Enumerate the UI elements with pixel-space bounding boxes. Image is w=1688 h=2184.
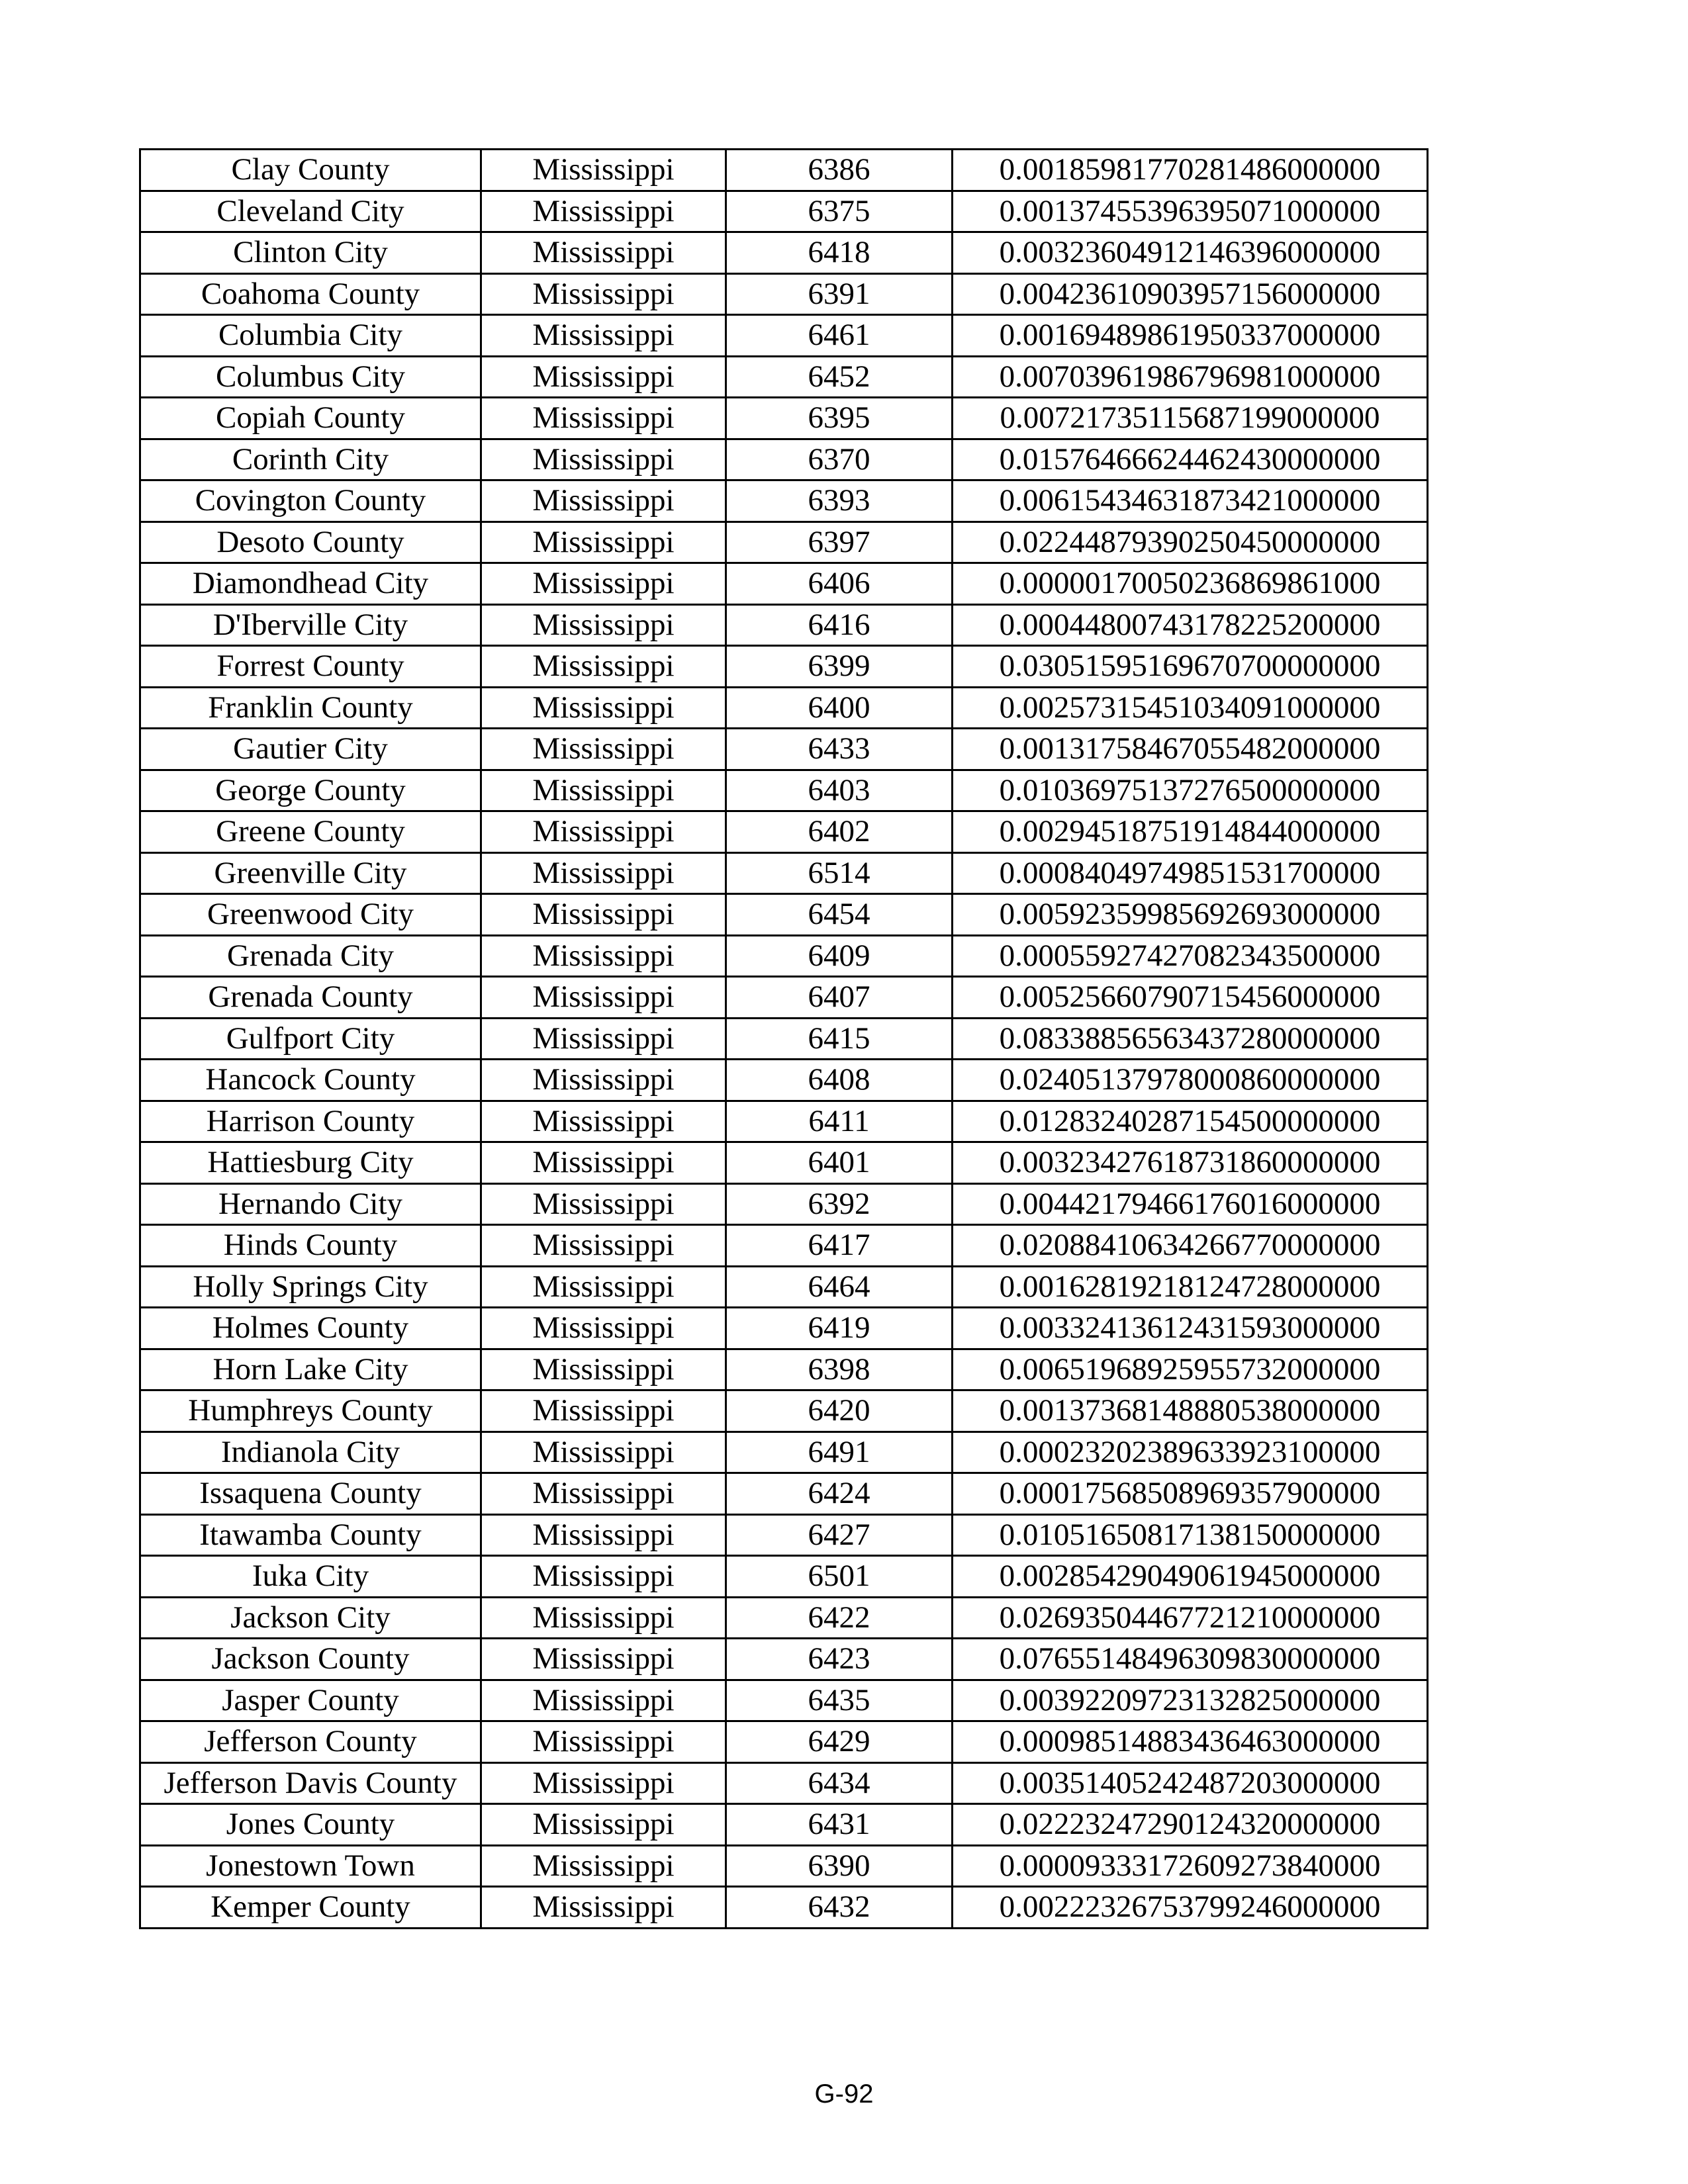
- table-row: [140, 646, 1428, 688]
- jurisdiction-cell: Humphreys County: [140, 1390, 481, 1432]
- table-row: [140, 1887, 1428, 1929]
- state-cell: Mississippi: [481, 1680, 726, 1721]
- state-cell: Mississippi: [481, 1432, 726, 1473]
- jurisdiction-cell: Clinton City: [140, 232, 481, 274]
- jurisdiction-cell: Grenada County: [140, 977, 481, 1019]
- percentage-cell: 0.00023202389633923100000: [953, 1432, 1428, 1473]
- state-cell: Mississippi: [481, 315, 726, 357]
- state-cell: Mississippi: [481, 1721, 726, 1763]
- id-cell: 6419: [726, 1308, 953, 1349]
- percentage-cell: 0.00257315451034091000000: [953, 687, 1428, 729]
- percentage-cell: 0.03051595169670700000000: [953, 646, 1428, 688]
- jurisdiction-cell: Horn Lake City: [140, 1349, 481, 1390]
- table-row: [140, 1349, 1428, 1390]
- table-row: [140, 1639, 1428, 1680]
- jurisdiction-cell: Jackson County: [140, 1639, 481, 1680]
- state-cell: Mississippi: [481, 770, 726, 811]
- state-cell: Mississippi: [481, 1018, 726, 1060]
- percentage-cell: 0.01576466624462430000000: [953, 439, 1428, 480]
- table-row: [140, 1473, 1428, 1515]
- percentage-cell: 0.00721735115687199000000: [953, 398, 1428, 439]
- jurisdiction-cell: Jones County: [140, 1804, 481, 1846]
- id-cell: 6514: [726, 852, 953, 894]
- percentage-cell: 0.00137455396395071000000: [953, 191, 1428, 232]
- jurisdiction-cell: Cleveland City: [140, 191, 481, 232]
- table-row: [140, 150, 1428, 191]
- state-cell: Mississippi: [481, 1639, 726, 1680]
- table-row: [140, 604, 1428, 646]
- state-cell: Mississippi: [481, 563, 726, 605]
- jurisdiction-cell: Jasper County: [140, 1680, 481, 1721]
- percentage-cell: 0.08338856563437280000000: [953, 1018, 1428, 1060]
- table-row: [140, 480, 1428, 522]
- state-cell: Mississippi: [481, 1060, 726, 1101]
- id-cell: 6454: [726, 894, 953, 936]
- id-cell: 6406: [726, 563, 953, 605]
- jurisdiction-cell: Copiah County: [140, 398, 481, 439]
- percentage-cell: 0.02244879390250450000000: [953, 522, 1428, 563]
- percentage-cell: 0.00185981770281486000000: [953, 150, 1428, 191]
- state-cell: Mississippi: [481, 1845, 726, 1887]
- id-cell: 6431: [726, 1804, 953, 1846]
- percentage-cell: 0.00084049749851531700000: [953, 852, 1428, 894]
- id-cell: 6401: [726, 1142, 953, 1184]
- allocation-table: [139, 148, 1429, 1929]
- id-cell: 6452: [726, 356, 953, 398]
- state-cell: Mississippi: [481, 1762, 726, 1804]
- id-cell: 6424: [726, 1473, 953, 1515]
- state-cell: Mississippi: [481, 1349, 726, 1390]
- percentage-cell: 0.00131758467055482000000: [953, 729, 1428, 770]
- id-cell: 6402: [726, 811, 953, 853]
- jurisdiction-cell: Hattiesburg City: [140, 1142, 481, 1184]
- percentage-cell: 0.02405137978000860000000: [953, 1060, 1428, 1101]
- id-cell: 6427: [726, 1514, 953, 1556]
- jurisdiction-cell: Iuka City: [140, 1556, 481, 1598]
- id-cell: 6491: [726, 1432, 953, 1473]
- table-row: [140, 1680, 1428, 1721]
- percentage-cell: 0.00592359985692693000000: [953, 894, 1428, 936]
- id-cell: 6399: [726, 646, 953, 688]
- percentage-cell: 0.07655148496309830000000: [953, 1639, 1428, 1680]
- state-cell: Mississippi: [481, 1308, 726, 1349]
- id-cell: 6408: [726, 1060, 953, 1101]
- table-row: [140, 1845, 1428, 1887]
- id-cell: 6432: [726, 1887, 953, 1929]
- jurisdiction-cell: Forrest County: [140, 646, 481, 688]
- percentage-cell: 0.00000170050236869861000: [953, 563, 1428, 605]
- id-cell: 6393: [726, 480, 953, 522]
- table-row: [140, 315, 1428, 357]
- state-cell: Mississippi: [481, 232, 726, 274]
- id-cell: 6415: [726, 1018, 953, 1060]
- jurisdiction-cell: Desoto County: [140, 522, 481, 563]
- jurisdiction-cell: Franklin County: [140, 687, 481, 729]
- jurisdiction-cell: Hancock County: [140, 1060, 481, 1101]
- id-cell: 6416: [726, 604, 953, 646]
- table-row: [140, 1556, 1428, 1598]
- id-cell: 6386: [726, 150, 953, 191]
- percentage-cell: 0.00392209723132825000000: [953, 1680, 1428, 1721]
- percentage-cell: 0.00044800743178225200000: [953, 604, 1428, 646]
- state-cell: Mississippi: [481, 1225, 726, 1267]
- percentage-cell: 0.00323604912146396000000: [953, 232, 1428, 274]
- state-cell: Mississippi: [481, 1266, 726, 1308]
- id-cell: 6417: [726, 1225, 953, 1267]
- table-row: [140, 563, 1428, 605]
- table-row: [140, 977, 1428, 1019]
- jurisdiction-cell: Itawamba County: [140, 1514, 481, 1556]
- id-cell: 6420: [726, 1390, 953, 1432]
- state-cell: Mississippi: [481, 646, 726, 688]
- percentage-cell: 0.00009333172609273840000: [953, 1845, 1428, 1887]
- percentage-cell: 0.00351405242487203000000: [953, 1762, 1428, 1804]
- table-row: [140, 522, 1428, 563]
- id-cell: 6375: [726, 191, 953, 232]
- percentage-cell: 0.00323427618731860000000: [953, 1142, 1428, 1184]
- table-row: [140, 1183, 1428, 1225]
- table-row: [140, 356, 1428, 398]
- table-row: [140, 191, 1428, 232]
- jurisdiction-cell: Coahoma County: [140, 273, 481, 315]
- jurisdiction-cell: Grenada City: [140, 935, 481, 977]
- jurisdiction-cell: Greenville City: [140, 852, 481, 894]
- jurisdiction-cell: D'Iberville City: [140, 604, 481, 646]
- table-row: [140, 1804, 1428, 1846]
- state-cell: Mississippi: [481, 811, 726, 853]
- jurisdiction-cell: Kemper County: [140, 1887, 481, 1929]
- percentage-cell: 0.01283240287154500000000: [953, 1101, 1428, 1142]
- id-cell: 6429: [726, 1721, 953, 1763]
- state-cell: Mississippi: [481, 729, 726, 770]
- table-row: [140, 687, 1428, 729]
- table-row: [140, 1060, 1428, 1101]
- table-body: [140, 150, 1428, 1929]
- percentage-cell: 0.00332413612431593000000: [953, 1308, 1428, 1349]
- percentage-cell: 0.02693504467721210000000: [953, 1597, 1428, 1639]
- percentage-cell: 0.00423610903957156000000: [953, 273, 1428, 315]
- state-cell: Mississippi: [481, 1514, 726, 1556]
- table-row: [140, 273, 1428, 315]
- table-row: [140, 1390, 1428, 1432]
- jurisdiction-cell: Greenwood City: [140, 894, 481, 936]
- id-cell: 6392: [726, 1183, 953, 1225]
- jurisdiction-cell: Columbus City: [140, 356, 481, 398]
- state-cell: Mississippi: [481, 480, 726, 522]
- state-cell: Mississippi: [481, 1887, 726, 1929]
- state-cell: Mississippi: [481, 356, 726, 398]
- table-row: [140, 894, 1428, 936]
- table-row: [140, 232, 1428, 274]
- state-cell: Mississippi: [481, 977, 726, 1019]
- table-row: [140, 811, 1428, 853]
- state-cell: Mississippi: [481, 1142, 726, 1184]
- percentage-cell: 0.00137368148880538000000: [953, 1390, 1428, 1432]
- page-number: G-92: [814, 2079, 874, 2109]
- state-cell: Mississippi: [481, 439, 726, 480]
- jurisdiction-cell: Gautier City: [140, 729, 481, 770]
- jurisdiction-cell: Jefferson County: [140, 1721, 481, 1763]
- table-row: [140, 1721, 1428, 1763]
- jurisdiction-cell: Indianola City: [140, 1432, 481, 1473]
- id-cell: 6418: [726, 232, 953, 274]
- percentage-cell: 0.00169489861950337000000: [953, 315, 1428, 357]
- table-row: [140, 439, 1428, 480]
- jurisdiction-cell: Jackson City: [140, 1597, 481, 1639]
- jurisdiction-cell: Jonestown Town: [140, 1845, 481, 1887]
- id-cell: 6400: [726, 687, 953, 729]
- table-row: [140, 1225, 1428, 1267]
- percentage-cell: 0.00098514883436463000000: [953, 1721, 1428, 1763]
- state-cell: Mississippi: [481, 1183, 726, 1225]
- table-row: [140, 1432, 1428, 1473]
- id-cell: 6403: [726, 770, 953, 811]
- table-row: [140, 1266, 1428, 1308]
- state-cell: Mississippi: [481, 604, 726, 646]
- table-row: [140, 1018, 1428, 1060]
- table-row: [140, 1101, 1428, 1142]
- jurisdiction-cell: Harrison County: [140, 1101, 481, 1142]
- percentage-cell: 0.00651968925955732000000: [953, 1349, 1428, 1390]
- table-row: [140, 729, 1428, 770]
- jurisdiction-cell: Columbia City: [140, 315, 481, 357]
- jurisdiction-cell: Holmes County: [140, 1308, 481, 1349]
- percentage-cell: 0.01051650817138150000000: [953, 1514, 1428, 1556]
- id-cell: 6434: [726, 1762, 953, 1804]
- jurisdiction-cell: Gulfport City: [140, 1018, 481, 1060]
- id-cell: 6461: [726, 315, 953, 357]
- table-row: [140, 1597, 1428, 1639]
- id-cell: 6464: [726, 1266, 953, 1308]
- id-cell: 6435: [726, 1680, 953, 1721]
- jurisdiction-cell: Holly Springs City: [140, 1266, 481, 1308]
- state-cell: Mississippi: [481, 687, 726, 729]
- table-row: [140, 1762, 1428, 1804]
- percentage-cell: 0.00442179466176016000000: [953, 1183, 1428, 1225]
- percentage-cell: 0.00525660790715456000000: [953, 977, 1428, 1019]
- id-cell: 6370: [726, 439, 953, 480]
- id-cell: 6397: [726, 522, 953, 563]
- table-row: [140, 1308, 1428, 1349]
- table-row: [140, 1514, 1428, 1556]
- state-cell: Mississippi: [481, 273, 726, 315]
- percentage-cell: 0.00017568508969357900000: [953, 1473, 1428, 1515]
- id-cell: 6423: [726, 1639, 953, 1680]
- jurisdiction-cell: Issaquena County: [140, 1473, 481, 1515]
- id-cell: 6407: [726, 977, 953, 1019]
- table-row: [140, 398, 1428, 439]
- percentage-cell: 0.00615434631873421000000: [953, 480, 1428, 522]
- percentage-cell: 0.02088410634266770000000: [953, 1225, 1428, 1267]
- state-cell: Mississippi: [481, 1597, 726, 1639]
- table-row: [140, 1142, 1428, 1184]
- id-cell: 6422: [726, 1597, 953, 1639]
- state-cell: Mississippi: [481, 150, 726, 191]
- state-cell: Mississippi: [481, 1390, 726, 1432]
- state-cell: Mississippi: [481, 852, 726, 894]
- percentage-cell: 0.01036975137276500000000: [953, 770, 1428, 811]
- id-cell: 6390: [726, 1845, 953, 1887]
- id-cell: 6409: [726, 935, 953, 977]
- table-row: [140, 770, 1428, 811]
- percentage-cell: 0.00055927427082343500000: [953, 935, 1428, 977]
- jurisdiction-cell: Jefferson Davis County: [140, 1762, 481, 1804]
- jurisdiction-cell: Greene County: [140, 811, 481, 853]
- jurisdiction-cell: Diamondhead City: [140, 563, 481, 605]
- state-cell: Mississippi: [481, 1473, 726, 1515]
- jurisdiction-cell: George County: [140, 770, 481, 811]
- id-cell: 6433: [726, 729, 953, 770]
- jurisdiction-cell: Clay County: [140, 150, 481, 191]
- state-cell: Mississippi: [481, 522, 726, 563]
- percentage-cell: 0.00222326753799246000000: [953, 1887, 1428, 1929]
- percentage-cell: 0.00294518751914844000000: [953, 811, 1428, 853]
- table-row: [140, 852, 1428, 894]
- jurisdiction-cell: Hinds County: [140, 1225, 481, 1267]
- state-cell: Mississippi: [481, 1804, 726, 1846]
- percentage-cell: 0.00703961986796981000000: [953, 356, 1428, 398]
- jurisdiction-cell: Covington County: [140, 480, 481, 522]
- id-cell: 6391: [726, 273, 953, 315]
- table-row: [140, 935, 1428, 977]
- percentage-cell: 0.00285429049061945000000: [953, 1556, 1428, 1598]
- jurisdiction-cell: Corinth City: [140, 439, 481, 480]
- id-cell: 6411: [726, 1101, 953, 1142]
- state-cell: Mississippi: [481, 1101, 726, 1142]
- id-cell: 6501: [726, 1556, 953, 1598]
- state-cell: Mississippi: [481, 398, 726, 439]
- jurisdiction-cell: Hernando City: [140, 1183, 481, 1225]
- percentage-cell: 0.02223247290124320000000: [953, 1804, 1428, 1846]
- id-cell: 6395: [726, 398, 953, 439]
- id-cell: 6398: [726, 1349, 953, 1390]
- state-cell: Mississippi: [481, 894, 726, 936]
- percentage-cell: 0.00162819218124728000000: [953, 1266, 1428, 1308]
- state-cell: Mississippi: [481, 935, 726, 977]
- state-cell: Mississippi: [481, 191, 726, 232]
- state-cell: Mississippi: [481, 1556, 726, 1598]
